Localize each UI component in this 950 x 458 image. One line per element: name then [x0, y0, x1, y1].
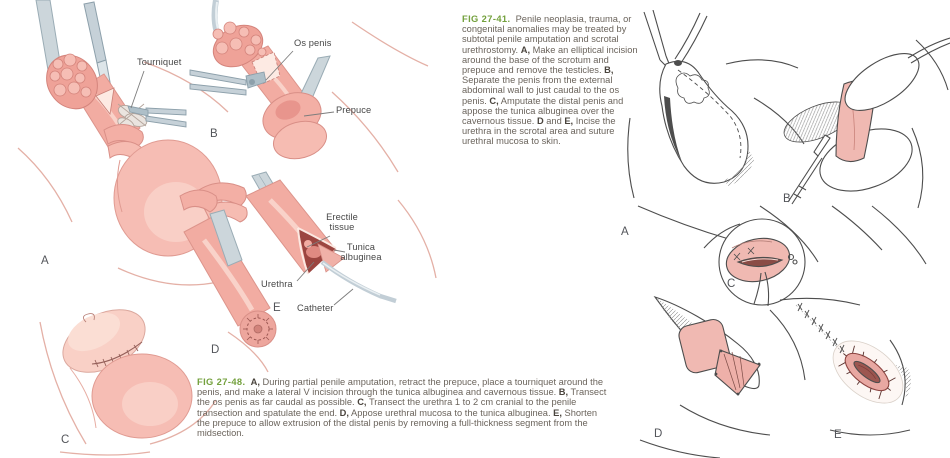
annotation-erectile-tissue: Erectile tissue	[326, 212, 358, 232]
fig-27-41-panel-letter-d: D	[654, 428, 663, 440]
annotation-prepuce: Prepuce	[336, 105, 372, 115]
fig-27-41-panel-letter-c: C	[727, 278, 736, 290]
panel-d-lineart	[640, 297, 805, 458]
fig-27-48-panel-letter-e: E	[273, 302, 281, 314]
fig-27-41-caption: FIG 27-41. Penile neoplasia, trauma, or congenital anomalies may be treated by subtotal penile amputation and scrotal urethrostomy. A, Make an elliptical incision around the base of the scrotum and prepuce and remove the testicles. B, Separate the penis from the external abdominal wall to just caudal to the os penis. C, Amputate the distal penis and appose the tunica albuginea over the cavernous tissue. D and E, Incise the urethra in the scrotal area and suture urethral mucosa to skin.	[462, 14, 638, 147]
annotation-tourniquet: Tourniquet	[137, 57, 182, 67]
fig-27-48-panel-letter-d: D	[211, 344, 220, 356]
panel-a-artwork	[36, 0, 222, 256]
annotation-tunica-albuginea: Tunica albuginea	[340, 242, 382, 262]
panel-c-artwork	[53, 297, 192, 438]
fig-27-48-panel-letter-b: B	[210, 128, 218, 140]
fig-27-48-caption: FIG 27-48. A, During partial penile amputation, retract the prepuce, place a tourniquet around the penis, and make a lateral V incision through the tunica albuginea and cavernous tissue. B, Transect the os penis as far caudal as possible. C, Transect the urethra 1 to 2 cm cranial to the penile transection and spatulate the end. D, Appose urethral mucosa to the tunica albuginea. E, Shorten the prepuce to allow extrusion of the distal penis by removing a full-thickness segment from the midsection.	[197, 377, 607, 439]
panel-c-lineart	[704, 219, 805, 306]
fig-27-41-panel-letter-a: A	[621, 226, 629, 238]
fig-27-41-panel-letter-e: E	[834, 429, 842, 441]
fig-27-48-panel-letter-a: A	[41, 255, 49, 267]
fig-27-41-illustration	[620, 10, 950, 458]
annotation-urethra: Urethra	[261, 279, 293, 289]
fig-27-41-panel-letter-b: B	[783, 193, 791, 205]
fig-27-48-panel-letter-c: C	[61, 434, 70, 446]
panel-e-lineart	[780, 298, 914, 435]
panel-b-lineart	[779, 38, 950, 264]
annotation-catheter: Catheter	[297, 303, 334, 313]
annotation-os-penis: Os penis	[294, 38, 332, 48]
